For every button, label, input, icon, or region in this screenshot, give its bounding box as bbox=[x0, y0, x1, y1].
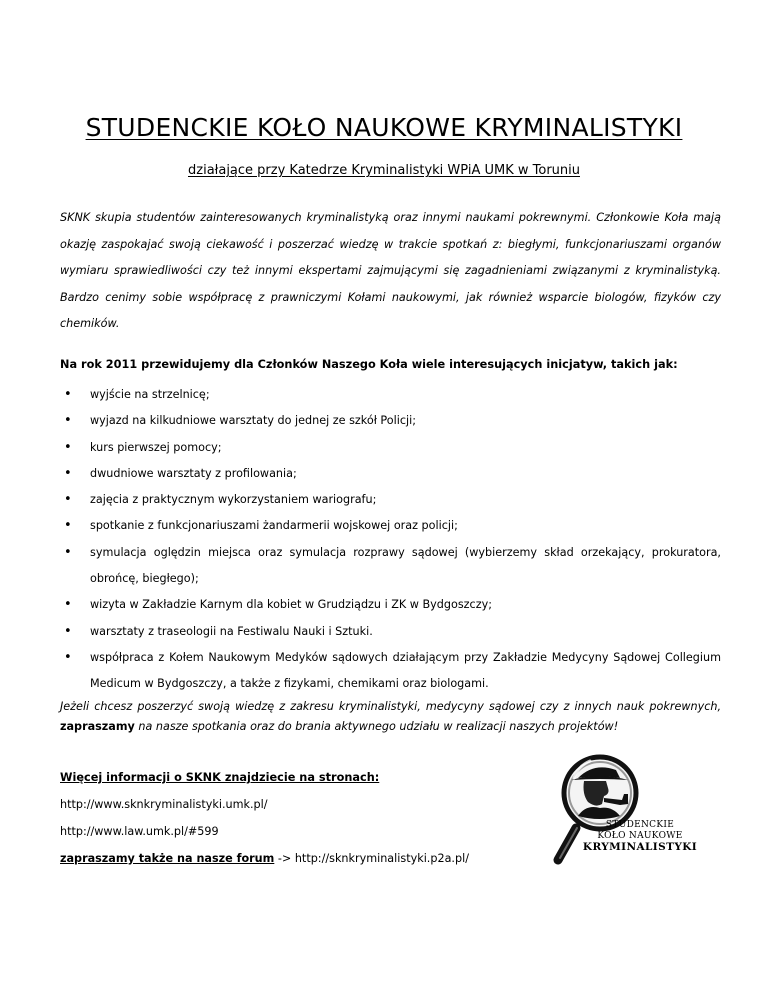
plans-heading: Na rok 2011 przewidujemy dla Członków Naszego Koła wiele interesujących inicjatyw, takich jak: bbox=[60, 358, 678, 371]
list-item: • symulacja oględzin miejsca oraz symulacja rozprawy sądowej (wybierzemy skład orzekający, prokuratora, obrońcę, biegłego); bbox=[60, 540, 721, 593]
magnifier-detective-icon bbox=[550, 748, 710, 878]
list-item: • współpraca z Kołem Naukowym Medyków sądowych działającym przy Zakładzie Medycyny Sądowej Collegium Medicum w Bydgoszczy, a także z fizykami, chemikami oraz biologami. bbox=[60, 645, 721, 698]
forum-link[interactable]: http://sknkryminalistyki.p2a.pl/ bbox=[294, 852, 469, 865]
intro-paragraph: SKNK skupia studentów zainteresowanych kryminalistyką oraz innymi naukami pokrewnymi. Członkowie Koła mają okazję zaspokajać swoją ciekawość i poszerzać wiedzę w trakcie spotkań z: biegłymi, funkcjonariuszami organów wymiaru sprawiedliwości czy też innymi ekspertami zajmującymi się zagadnieniami związanymi z kryminalistyką. Bardzo cenimy sobie współpracę z prawniczymi Kołami naukowymi, jak również wsparcie biologów, fizyków czy chemików. bbox=[60, 211, 721, 330]
plans-list bbox=[60, 382, 721, 698]
closing-text-end: na nasze spotkania oraz do brania aktywnego udziału w realizacji naszych projektów! bbox=[134, 719, 619, 733]
website-link-law[interactable]: http://www.law.umk.pl/#599 bbox=[60, 825, 219, 838]
forum-arrow: -> bbox=[274, 852, 295, 865]
list-item: • warsztaty z traseologii na Festiwalu Nauki i Sztuki. bbox=[60, 619, 721, 645]
sknk-logo bbox=[550, 748, 710, 878]
logo-line-2: KOŁO NAUKOWE bbox=[597, 831, 683, 841]
logo-line-1: STUDENCKIE bbox=[605, 820, 675, 830]
page-title: STUDENCKIE KOŁO NAUKOWE KRYMINALISTYKI bbox=[85, 113, 683, 142]
list-item: • spotkanie z funkcjonariuszami żandarmerii wojskowej oraz policji; bbox=[60, 513, 721, 539]
logo-text bbox=[568, 820, 712, 853]
info-heading: Więcej informacji o SKNK znajdziecie na stronach: bbox=[60, 771, 380, 784]
list-item: • dwudniowe warsztaty z profilowania; bbox=[60, 461, 721, 487]
list-item: • wyjazd na kilkudniowe warsztaty do jednej ze szkół Policji; bbox=[60, 408, 721, 434]
list-item: • wizyta w Zakładzie Karnym dla kobiet w Grudziądzu i ZK w Bydgoszczy; bbox=[60, 592, 721, 618]
logo-line-3: KRYMINALISTYKI bbox=[582, 841, 698, 853]
list-item: • kurs pierwszej pomocy; bbox=[60, 435, 721, 461]
page-subtitle: działające przy Katedrze Kryminalistyki WPiA UMK w Toruniu bbox=[188, 163, 580, 178]
website-link-sknk[interactable]: http://www.sknkryminalistyki.umk.pl/ bbox=[60, 798, 268, 811]
closing-emphasis: zapraszamy bbox=[60, 719, 135, 733]
list-item: • wyjście na strzelnicę; bbox=[60, 382, 721, 408]
list-item: • zajęcia z praktycznym wykorzystaniem wariografu; bbox=[60, 487, 721, 513]
forum-label: zapraszamy także na nasze forum bbox=[60, 852, 275, 865]
closing-paragraph bbox=[60, 697, 721, 736]
closing-text-start: Jeżeli chcesz poszerzyć swoją wiedzę z zakresu kryminalistyki, medycyny sądowej czy z innych nauk pokrewnych, bbox=[60, 700, 721, 713]
forum-line bbox=[60, 852, 469, 865]
